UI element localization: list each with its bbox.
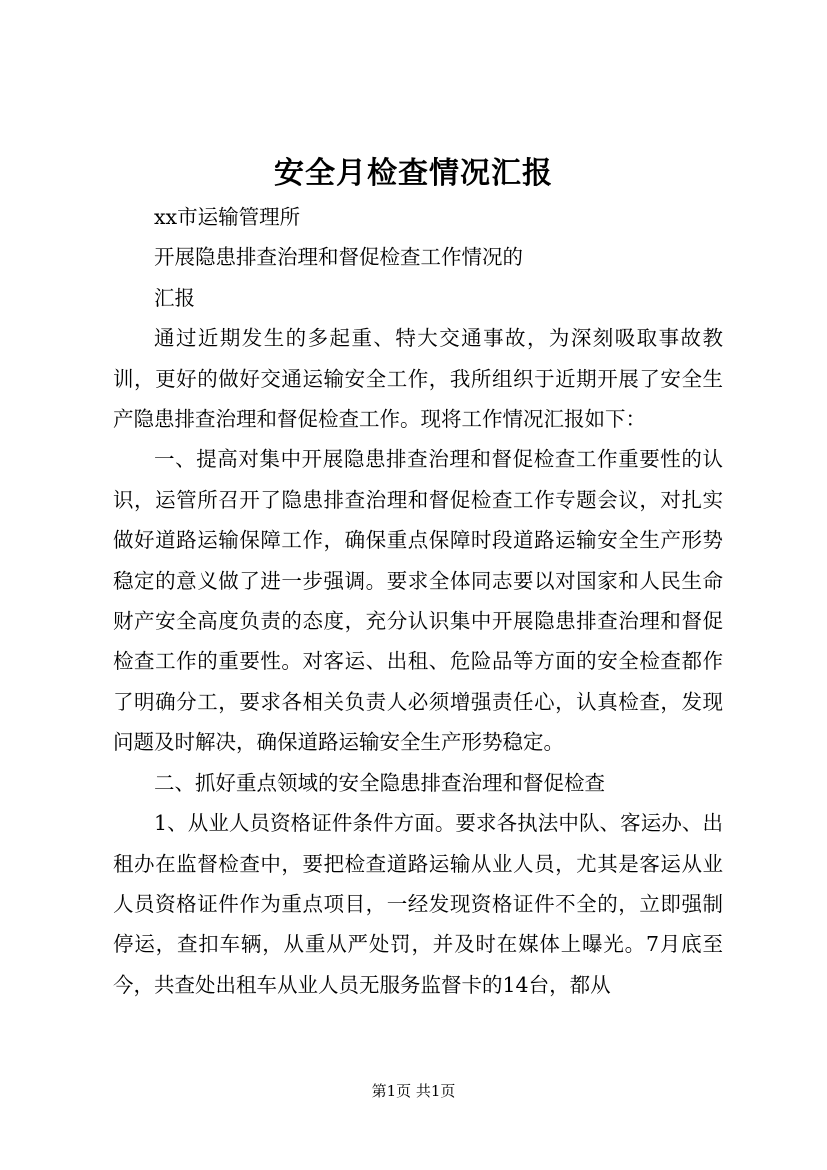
document-title: 安全月检查情况汇报 bbox=[274, 156, 553, 191]
paragraph-subtitle: 开展隐患排查治理和督促检查工作情况的 bbox=[154, 245, 523, 270]
paragraph-intro: 通过近期发生的多起重、特大交通事故，为深刻吸取事故教训，更好的做好交通运输安全工作，我所组织于近期开展了安全生产隐患排查治理和督促检查工作。现将工作情况汇报如下： bbox=[113, 326, 723, 432]
paragraph-org-name: xx市运输管理所 bbox=[154, 205, 301, 229]
paragraph-section-2-heading: 二、抓好重点领域的安全隐患排查治理和督促检查 bbox=[154, 770, 605, 795]
paragraph-subtitle-end: 汇报 bbox=[154, 285, 195, 310]
paragraph-section-2-item-1: 1、从业人员资格证件条件方面。要求各执法中队、客运办、出租办在监督检查中，要把检查道路运输从业人员，尤其是客运从业人员资格证件作为重点项目，一经发现资格证件不全的，立即强制停运，查扣车辆，从重从严处罚，并及时在媒体上曝光。7月底至今，共查处出租车从业人员无服务监督卡的14台，都从 bbox=[113, 811, 723, 997]
page-footer: 第1页 共1页 bbox=[371, 1082, 456, 1100]
paragraph-section-1: 一、提高对集中开展隐患排查治理和督促检查工作重要性的认识，运管所召开了隐患排查治理和督促检查工作专题会议，对扎实做好道路运输保障工作，确保重点保障时段道路运输安全生产形势稳定的意义做了进一步强调。要求全体同志要以对国家和人民生命财产安全高度负责的态度，充分认识集中开展隐患排查治理和督促检查工作的重要性。对客运、出租、危险品等方面的安全检查都作了明确分工，要求各相关负责人必须增强责任心，认真检查，发现问题及时解决，确保道路运输安全生产形势稳定。 bbox=[113, 447, 723, 755]
document-body bbox=[113, 197, 723, 1005]
